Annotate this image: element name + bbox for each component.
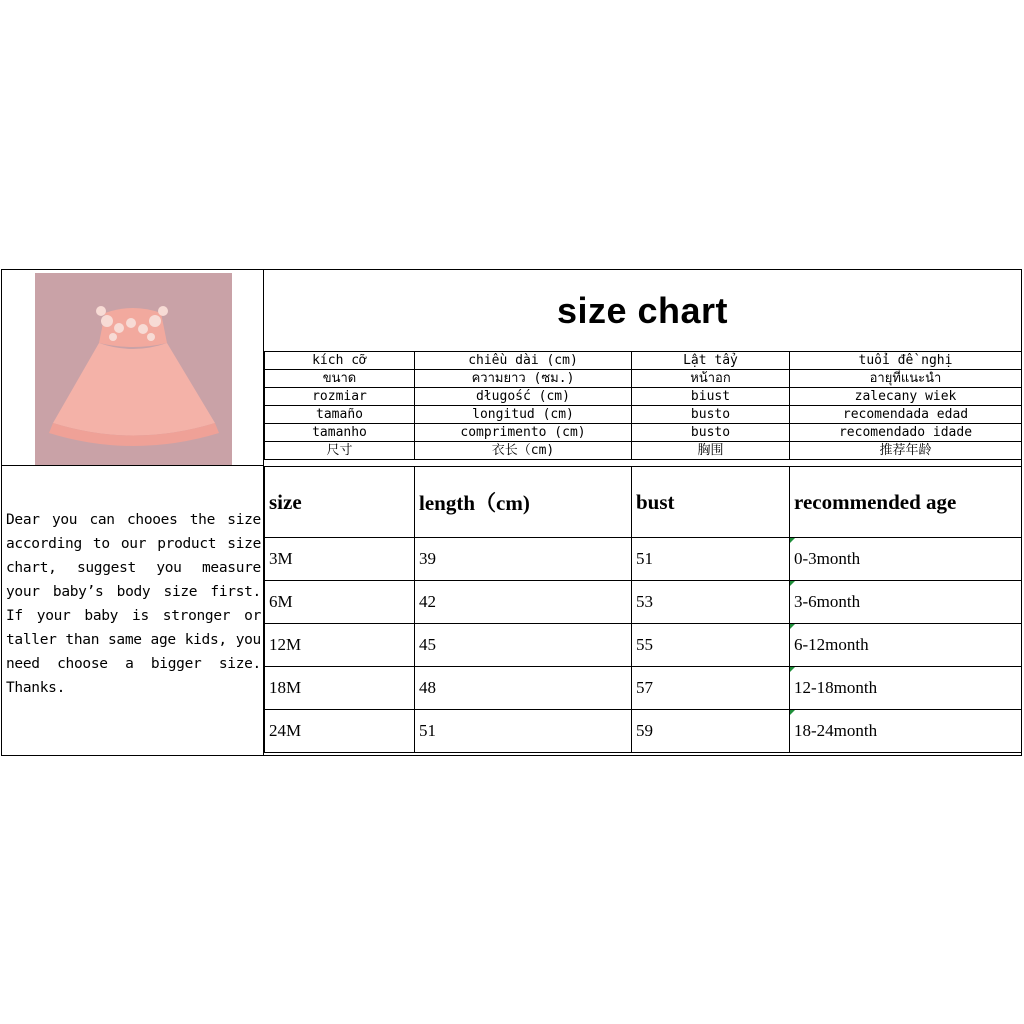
note-cell [2,466,264,755]
translation-cell: tuổi đề nghị [790,352,1022,370]
translation-cell: tamanho [265,424,415,442]
size-cell: 18M [265,667,415,710]
size-cell: 0-3month [790,538,1022,581]
translation-table [264,351,1022,460]
size-cell: 57 [632,667,790,710]
size-advice-note: Dear you can chooes the size according to our product size chart, suggest you measure your baby’s body size first. If your baby is stronger or taller than same age kids, you need choose a bigger size. Thanks. [6,512,261,696]
size-cell: 12M [265,624,415,667]
size-row [265,624,1022,667]
translation-cell: kích cỡ [265,352,415,370]
translation-cell: recomendado idade [790,424,1022,442]
translation-cell: recomendada edad [790,406,1022,424]
column-header: length（cm) [415,467,632,538]
translation-cell: zalecany wiek [790,388,1022,406]
translation-cell: 推荐年龄 [790,442,1022,460]
translation-row [265,424,1022,442]
size-cell: 55 [632,624,790,667]
size-cell: 3M [265,538,415,581]
size-row [265,667,1022,710]
translation-cell: 胸围 [632,442,790,460]
title-cell [264,270,1021,351]
size-row [265,538,1022,581]
size-cell: 48 [415,667,632,710]
size-table-header [265,467,1022,538]
cell-comment-marker [790,667,795,672]
translation-cell: busto [632,406,790,424]
translation-cell: długość (cm) [415,388,632,406]
size-cell: 12-18month [790,667,1022,710]
translation-cell: rozmiar [265,388,415,406]
size-cell: 51 [415,710,632,753]
translation-cell: comprimento (cm) [415,424,632,442]
translation-cell: tamaño [265,406,415,424]
size-cell: 45 [415,624,632,667]
size-row [265,581,1022,624]
column-header: recommended age [790,467,1022,538]
translation-cell: ความยาว (ซม.) [415,370,632,388]
translation-row [265,388,1022,406]
cell-comment-marker [790,624,795,629]
translation-cell: longitud (cm) [415,406,632,424]
translation-cell: biust [632,388,790,406]
translation-cell: busto [632,424,790,442]
column-header: size [265,467,415,538]
translation-row [265,442,1022,460]
translation-row [265,352,1022,370]
size-cell: 39 [415,538,632,581]
chart-title: size chart [556,289,729,331]
size-cell: 59 [632,710,790,753]
cell-comment-marker [790,538,795,543]
size-cell: 53 [632,581,790,624]
translation-cell: ขนาด [265,370,415,388]
size-cell: 18-24month [790,710,1022,753]
translation-cell: 尺寸 [265,442,415,460]
size-cell: 24M [265,710,415,753]
translation-cell: อายุที่แนะนำ [790,370,1022,388]
translation-cell: 衣长（cm) [415,442,632,460]
translation-cell: chiều dài (cm) [415,352,632,370]
translation-row [265,370,1022,388]
size-cell: 51 [632,538,790,581]
size-table [264,466,1022,753]
translation-cell: Lật tẩy [632,352,790,370]
cell-comment-marker [790,710,795,715]
translation-cell: หน้าอก [632,370,790,388]
size-chart-frame [1,269,1022,756]
size-cell: 3-6month [790,581,1022,624]
dress-image [35,273,232,465]
dress-photo [35,273,232,465]
size-cell: 42 [415,581,632,624]
size-cell: 6-12month [790,624,1022,667]
cell-comment-marker [790,581,795,586]
column-header: bust [632,467,790,538]
photo-cell [2,270,264,466]
size-row [265,710,1022,753]
size-cell: 6M [265,581,415,624]
translation-row [265,406,1022,424]
